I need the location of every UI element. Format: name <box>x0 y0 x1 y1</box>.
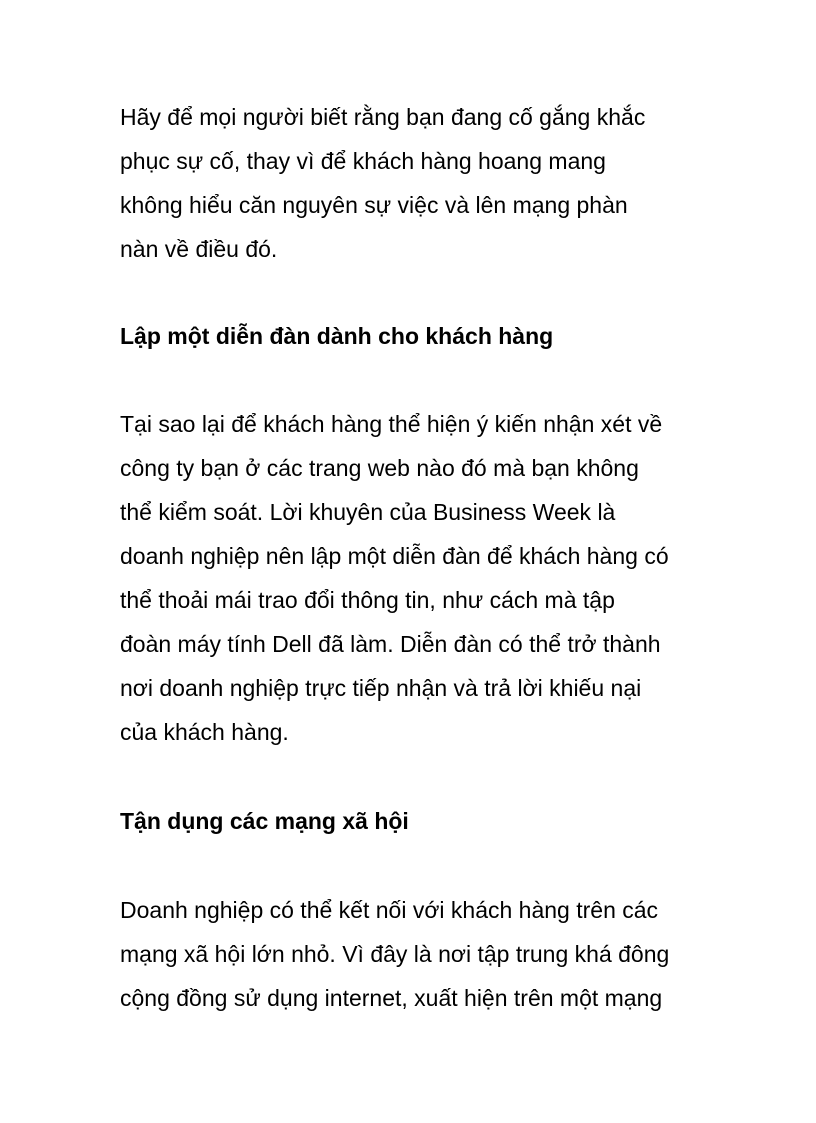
text-line: không hiểu căn nguyên sự việc và lên mạng phàn <box>120 192 628 218</box>
text-line: công ty bạn ở các trang web nào đó mà bạn không <box>120 455 639 481</box>
text-line: Hãy để mọi người biết rằng bạn đang cố gắng khắc <box>120 104 646 130</box>
text-line: thể kiểm soát. Lời khuyên của Business Week là <box>120 499 616 525</box>
text-line: nàn về điều đó. <box>120 236 278 262</box>
text-line: Tại sao lại để khách hàng thể hiện ý kiến nhận xét về <box>120 411 663 437</box>
text-line: đoàn máy tính Dell đã làm. Diễn đàn có thể trở thành <box>120 631 661 657</box>
text-line: của khách hàng. <box>120 719 289 745</box>
text-line: phục sự cố, thay vì để khách hàng hoang mang <box>120 148 606 174</box>
section-heading-forum: Lập một diễn đàn dành cho khách hàng <box>120 323 554 349</box>
text-line: Doanh nghiệp có thể kết nối với khách hàng trên các <box>120 897 659 923</box>
text-line: cộng đồng sử dụng internet, xuất hiện trên một mạng <box>120 985 663 1011</box>
section-heading-social: Tận dụng các mạng xã hội <box>120 808 409 834</box>
text-line: doanh nghiệp nên lập một diễn đàn để khách hàng có <box>120 543 669 569</box>
text-line: mạng xã hội lớn nhỏ. Vì đây là nơi tập trung khá đông <box>120 941 670 967</box>
text-line: thể thoải mái trao đổi thông tin, như cách mà tập <box>120 587 615 613</box>
text-line: nơi doanh nghiệp trực tiếp nhận và trả lời khiếu nại <box>120 675 642 701</box>
